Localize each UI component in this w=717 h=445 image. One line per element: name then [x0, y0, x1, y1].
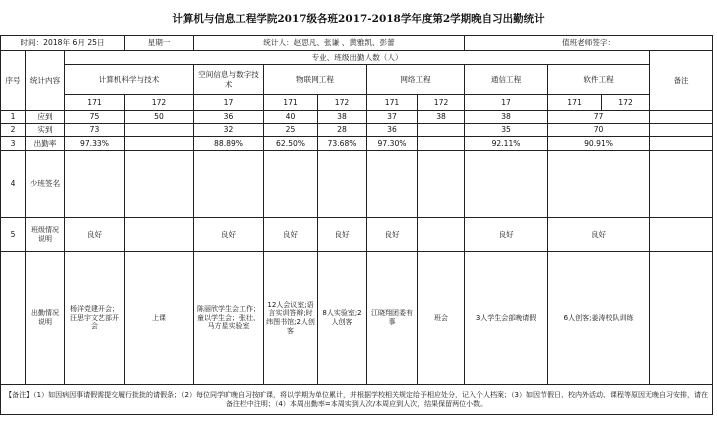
value-cell: 6人创客;姜涛校队训练 [548, 252, 650, 385]
value-cell: 12人会议室;语言实训答辩;时纬图书馆;2人创客 [264, 252, 318, 385]
row-rate [1, 137, 713, 151]
value-cell: 陈丽欣学生会工作；童以学生会；张壮、马方星实验室 [194, 252, 264, 385]
value-cell: 杨洋党建开会；汪思宇文艺部开会 [65, 252, 125, 385]
value-cell [125, 124, 194, 137]
row-sign [1, 151, 713, 218]
seq-header: 序号 [1, 51, 26, 111]
value-cell: 73 [65, 124, 125, 137]
sign-cell [465, 151, 548, 218]
value-cell: 良好 [318, 218, 367, 252]
value-cell: 88.89% [194, 137, 264, 151]
value-cell: 班会 [418, 252, 465, 385]
sign-cell [367, 151, 418, 218]
sign-cell [264, 151, 318, 218]
value-cell: 38 [465, 111, 548, 124]
row-label: 出勤率 [26, 137, 65, 151]
remark-cell [650, 151, 713, 218]
value-cell [125, 218, 194, 252]
sign-cell [318, 151, 367, 218]
attendance-table [0, 35, 713, 415]
value-cell [418, 218, 465, 252]
meta-row [1, 36, 713, 51]
value-cell: 良好 [65, 218, 125, 252]
row-number: 1 [1, 111, 26, 124]
stats-by: 统计人：赵思凡、张谦 、黄雅凯、彭蕾 [194, 36, 465, 51]
remark-header: 备注 [650, 51, 713, 111]
value-cell: 良好 [367, 218, 418, 252]
value-cell: 良好 [548, 218, 650, 252]
row-label: 应到 [26, 111, 65, 124]
teacher-sign-label: 值班老师签字： [465, 36, 713, 51]
value-cell: 上课 [125, 252, 194, 385]
value-cell: 97.30% [367, 137, 418, 151]
value-cell: 73.68% [318, 137, 367, 151]
value-cell: 良好 [194, 218, 264, 252]
remark-cell [650, 124, 713, 137]
row-due [1, 111, 713, 124]
class-cell: 172 [125, 95, 194, 111]
class-cell: 171 [548, 95, 602, 111]
page-title: 计算机与信息工程学院2017级各班2017-2018学年度第2学期晚自习出勤统计 [172, 13, 545, 25]
value-cell [125, 137, 194, 151]
value-cell [418, 124, 465, 137]
major-header-row [1, 65, 713, 95]
major-software: 软件工程 [548, 65, 650, 95]
value-cell [418, 137, 465, 151]
time-label: 时间：2018年 6月 25日 [1, 36, 125, 51]
value-cell: 75 [65, 111, 125, 124]
row-number: 3 [1, 137, 26, 151]
footnote-row [1, 385, 713, 415]
row-actual [1, 124, 713, 137]
class-cell: 172 [318, 95, 367, 111]
value-cell: 92.11% [465, 137, 548, 151]
class-cell: 171 [65, 95, 125, 111]
content-header: 统计内容 [26, 51, 65, 111]
value-cell: 70 [548, 124, 650, 137]
value-cell: 25 [264, 124, 318, 137]
class-cell: 17 [465, 95, 548, 111]
row-discipline [1, 218, 713, 252]
value-cell: 38 [318, 111, 367, 124]
value-cell: 40 [264, 111, 318, 124]
class-header-row [1, 95, 713, 111]
value-cell: 36 [194, 111, 264, 124]
row-number: 5 [1, 218, 26, 252]
value-cell: 良好 [465, 218, 548, 252]
sign-cell [65, 151, 125, 218]
remark-cell [650, 252, 713, 385]
value-cell: 28 [318, 124, 367, 137]
class-cell: 172 [418, 95, 465, 111]
class-cell: 171 [367, 95, 418, 111]
value-cell: 35 [465, 124, 548, 137]
class-cell: 172 [602, 95, 650, 111]
class-cell: 17 [194, 95, 264, 111]
major-cs: 计算机科学与技术 [65, 65, 194, 95]
value-cell: 3人学生会部晚请假 [465, 252, 548, 385]
value-cell: 32 [194, 124, 264, 137]
sign-cell [125, 151, 194, 218]
footnote: 【备注】（1）如因病因事请假需提交履行批批的请假条；（2）每位同学旷晚自习按旷课，将以学期为单位累计，并根据学校相关规定给予相应处分，记入个人档案；（3）如因节假日、校内外活动、课程等原因无晚自习安排，请在备注栏中注明；（4）本周出勤率=本周实到人次/本周应到人次，结果保留两位小数。 [1, 385, 713, 415]
row-label: 少班签名 [26, 151, 65, 218]
class-cell: 171 [264, 95, 318, 111]
row-label: 班级情况说明 [26, 218, 65, 252]
remark-cell [650, 137, 713, 151]
weekday: 星期一 [125, 36, 194, 51]
value-cell: 62.50% [264, 137, 318, 151]
sign-cell [418, 151, 465, 218]
row-label: 出勤情况说明 [26, 252, 65, 385]
major-network: 网络工程 [367, 65, 465, 95]
value-cell: 38 [418, 111, 465, 124]
value-cell: 8人实验室;2人创客 [318, 252, 367, 385]
row-absence [1, 252, 713, 385]
row-label: 实到 [26, 124, 65, 137]
value-cell: 50 [125, 111, 194, 124]
value-cell: 37 [367, 111, 418, 124]
value-cell: 江晓翔团委有事 [367, 252, 418, 385]
major-iot: 物联网工程 [264, 65, 367, 95]
group-header: 专业、班级出勤人数（人） [65, 51, 650, 65]
sign-cell [194, 151, 264, 218]
remark-cell [650, 111, 713, 124]
value-cell: 77 [548, 111, 650, 124]
major-spatial: 空间信息与数字技术 [194, 65, 264, 95]
row-number [1, 252, 26, 385]
value-cell: 36 [367, 124, 418, 137]
sign-cell [548, 151, 650, 218]
row-number: 2 [1, 124, 26, 137]
value-cell: 90.91% [548, 137, 650, 151]
row-number: 4 [1, 151, 26, 218]
major-comm: 通信工程 [465, 65, 548, 95]
remark-cell [650, 218, 713, 252]
value-cell: 97.33% [65, 137, 125, 151]
value-cell: 良好 [264, 218, 318, 252]
